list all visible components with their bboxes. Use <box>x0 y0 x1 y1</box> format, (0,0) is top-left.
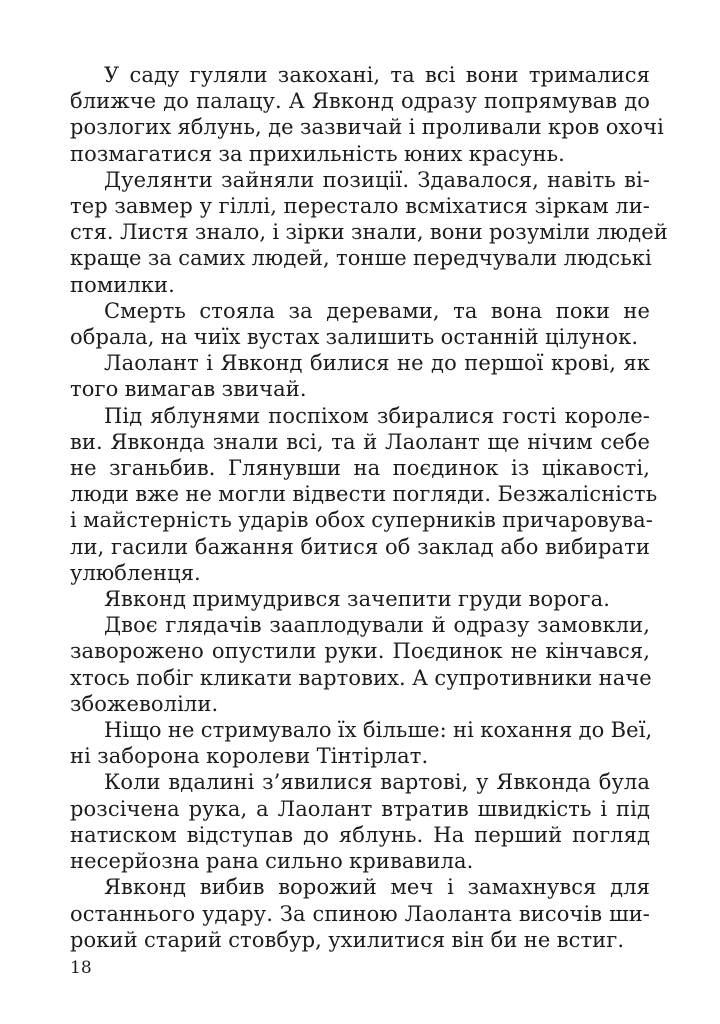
text-line: заворожено опустили руки. Поєдинок не кінчався, <box>70 639 650 664</box>
paragraph <box>70 769 650 874</box>
text-line: рокий старий стовбур, ухилитися він би не встиг. <box>70 927 625 952</box>
paragraph <box>70 62 664 167</box>
text-line: ні заборона королеви Тінтірлат. <box>70 744 429 769</box>
text-line: Ніщо не стримувало їх більше: ні кохання до Веї, <box>104 718 653 743</box>
text-line: збожеволіли. <box>70 691 219 716</box>
text-line: хтось побіг кликати вартових. А супротивники наче <box>70 665 652 690</box>
paragraph <box>70 717 653 769</box>
text-line: краще за самих людей, тонше передчували людські <box>70 246 652 271</box>
text-line: Коли вдалині з’явилися вартові, у Явконда була <box>104 770 650 795</box>
text-line: несерйозна рана сильно кривавила. <box>70 849 474 874</box>
text-line: ближче до палацу. А Явконд одразу попрямував до <box>70 89 650 114</box>
text-line: тер завмер у гіллі, перестало всміхатися зіркам ли- <box>70 194 650 219</box>
text-line: і майстерність ударів обох суперників причаровува- <box>70 508 653 533</box>
paragraph <box>70 167 668 298</box>
text-line: останнього удару. За спиною Лаоланта височів ши- <box>70 901 650 926</box>
paragraph <box>70 350 650 402</box>
text-line: Дуелянти зайняли позиції. Здавалося, навіть ві- <box>104 167 650 192</box>
paragraph <box>70 586 650 612</box>
paragraph <box>70 403 658 586</box>
text-line: не зганьбив. Глянувши на поєдинок із цікавості, <box>70 456 650 481</box>
text-line: ли, гасили бажання битися об заклад або вибирати <box>70 534 650 559</box>
text-line: помилки. <box>70 272 175 297</box>
text-line: Двоє глядачів зааплодували й одразу замовкли, <box>104 613 650 638</box>
text-line: У саду гуляли закохані, та всі вони трималися <box>104 63 650 87</box>
text-line: Явконд вибив ворожий меч і замахнувся для <box>104 875 650 900</box>
text-line: обрала, на чиїх вустах залишить останній цілунок. <box>70 325 639 350</box>
text-line: Смерть стояла за деревами, та вона поки не <box>104 298 650 323</box>
text-line: улюбленця. <box>70 560 201 585</box>
text-line: стя. Листя знало, і зірки знали, вони розуміли людей <box>70 220 668 245</box>
text-line: розлогих яблунь, де зазвичай і проливали кров охочі <box>70 115 664 140</box>
text-line: Явконд примудрився зачепити груди ворога. <box>104 587 610 612</box>
book-page-text <box>70 62 668 953</box>
text-line: ви. Явконда знали всі, та й Лаолант ще нічим себе <box>70 429 650 454</box>
text-line: розсічена рука, а Лаолант втратив швидкість і під <box>70 796 650 821</box>
text-line: Лаолант і Явконд билися не до першої крові, як <box>104 351 650 376</box>
text-line: натиском відступав до яблунь. На перший погляд <box>70 822 650 847</box>
text-line: позмагатися за прихильність юних красунь. <box>70 141 565 166</box>
text-line: Під яблунями поспіхом збиралися гості короле- <box>104 403 650 428</box>
text-line: того вимагав звичай. <box>70 377 307 402</box>
paragraph <box>70 298 650 350</box>
paragraph <box>70 874 650 953</box>
text-line: люди вже не могли відвести погляди. Безжалісність <box>70 482 658 507</box>
page-number: 18 <box>70 958 92 978</box>
paragraph <box>70 612 650 717</box>
